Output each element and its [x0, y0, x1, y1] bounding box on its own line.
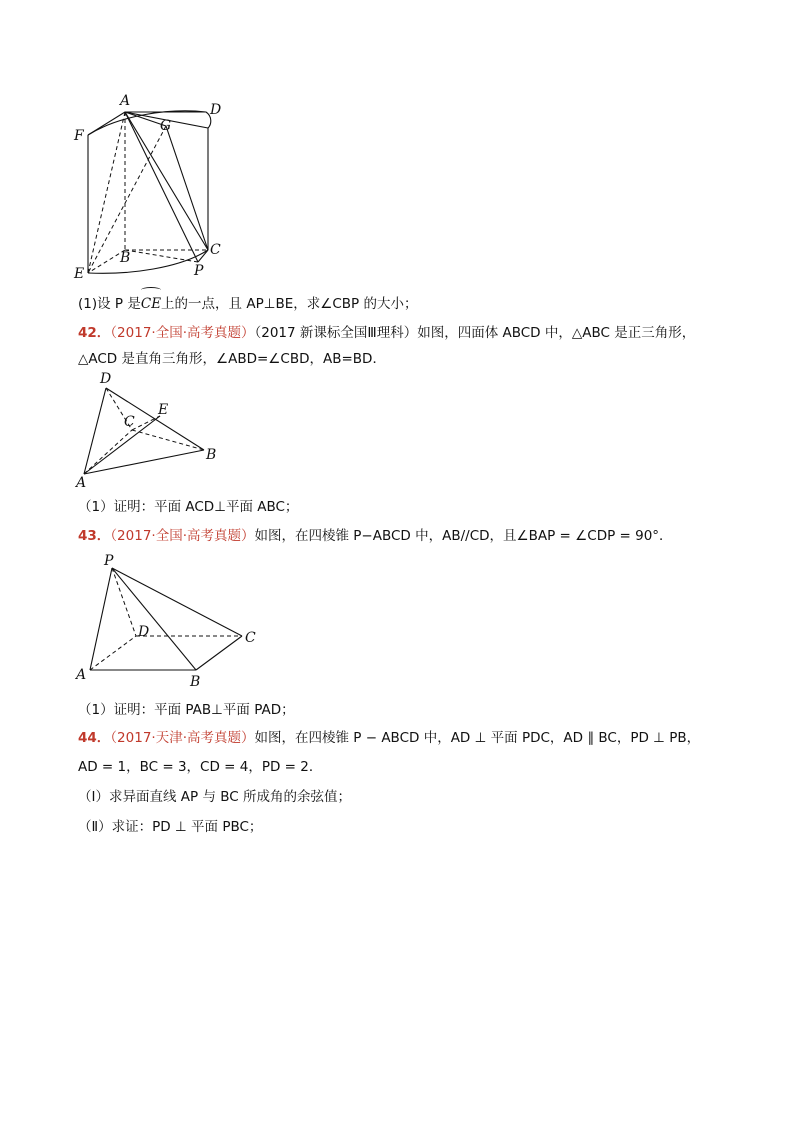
q42-text1: （2017 新课标全国Ⅲ理科）如图，四面体 ABCD 中，△ABC 是正三角形， [254, 325, 696, 341]
q44-part2: （Ⅱ）求证：PD ⊥ 平面 PBC； [78, 819, 263, 835]
label-D: D [100, 371, 112, 387]
figure-tetrahedron [72, 370, 232, 495]
q43-line1 [78, 526, 673, 546]
arc-ce: CE [141, 294, 161, 314]
label-B: B [206, 447, 217, 463]
q42-line1 [78, 323, 695, 343]
q44-line1 [78, 728, 700, 748]
q44-line2: AD = 1，BC = 3，CD = 4，PD = 2． [78, 759, 323, 775]
label-G: G [160, 118, 172, 134]
q44-part1: （Ⅰ）求异面直线 AP 与 BC 所成角的余弦值； [78, 789, 351, 805]
figure-cylinder-solid [70, 90, 240, 290]
label-A: A [76, 475, 87, 491]
q43-part1: （1）证明：平面 PAB⊥平面 PAD； [78, 702, 295, 718]
q42-line2: △ACD 是直角三角形，∠ABD=∠CBD，AB=BD． [78, 351, 386, 367]
q42-source: （2017·全国·高考真题） [110, 325, 255, 341]
q43-source: （2017·全国·高考真题） [110, 528, 255, 544]
q44-number: 44． [78, 730, 111, 746]
q41-part1-pre: (1)设 P 是 [78, 296, 141, 312]
label-B: B [190, 674, 201, 690]
label-C: C [245, 630, 256, 646]
label-C: C [210, 242, 221, 258]
q42-number: 42． [78, 325, 111, 341]
q41-part1-post: 上的一点，且 AP⊥BE，求∠CBP 的大小； [161, 296, 418, 312]
label-D: D [210, 102, 222, 118]
label-C: C [124, 414, 135, 430]
q41-part1 [78, 294, 418, 314]
q42-part1: （1）证明：平面 ACD⊥平面 ABC； [78, 499, 299, 515]
label-E: E [74, 266, 85, 282]
label-A: A [76, 667, 87, 683]
arc-mark-icon [141, 287, 161, 293]
label-A: A [120, 93, 131, 109]
label-P: P [104, 553, 114, 569]
figure-pyramid [72, 552, 272, 692]
q44-source: （2017·天津·高考真题） [110, 730, 255, 746]
q43-number: 43． [78, 528, 111, 544]
label-P: P [194, 263, 204, 279]
label-B: B [120, 250, 131, 266]
label-F: F [74, 128, 84, 144]
q43-text: 如图，在四棱锥 P−ABCD 中，AB//CD，且∠BAP = ∠CDP = 90°． [254, 528, 673, 544]
label-D: D [138, 624, 150, 640]
label-E: E [158, 402, 169, 418]
q44-text1: 如图，在四棱锥 P − ABCD 中，AD ⊥ 平面 PDC，AD ∥ BC，PD ⊥ PB， [254, 730, 701, 746]
